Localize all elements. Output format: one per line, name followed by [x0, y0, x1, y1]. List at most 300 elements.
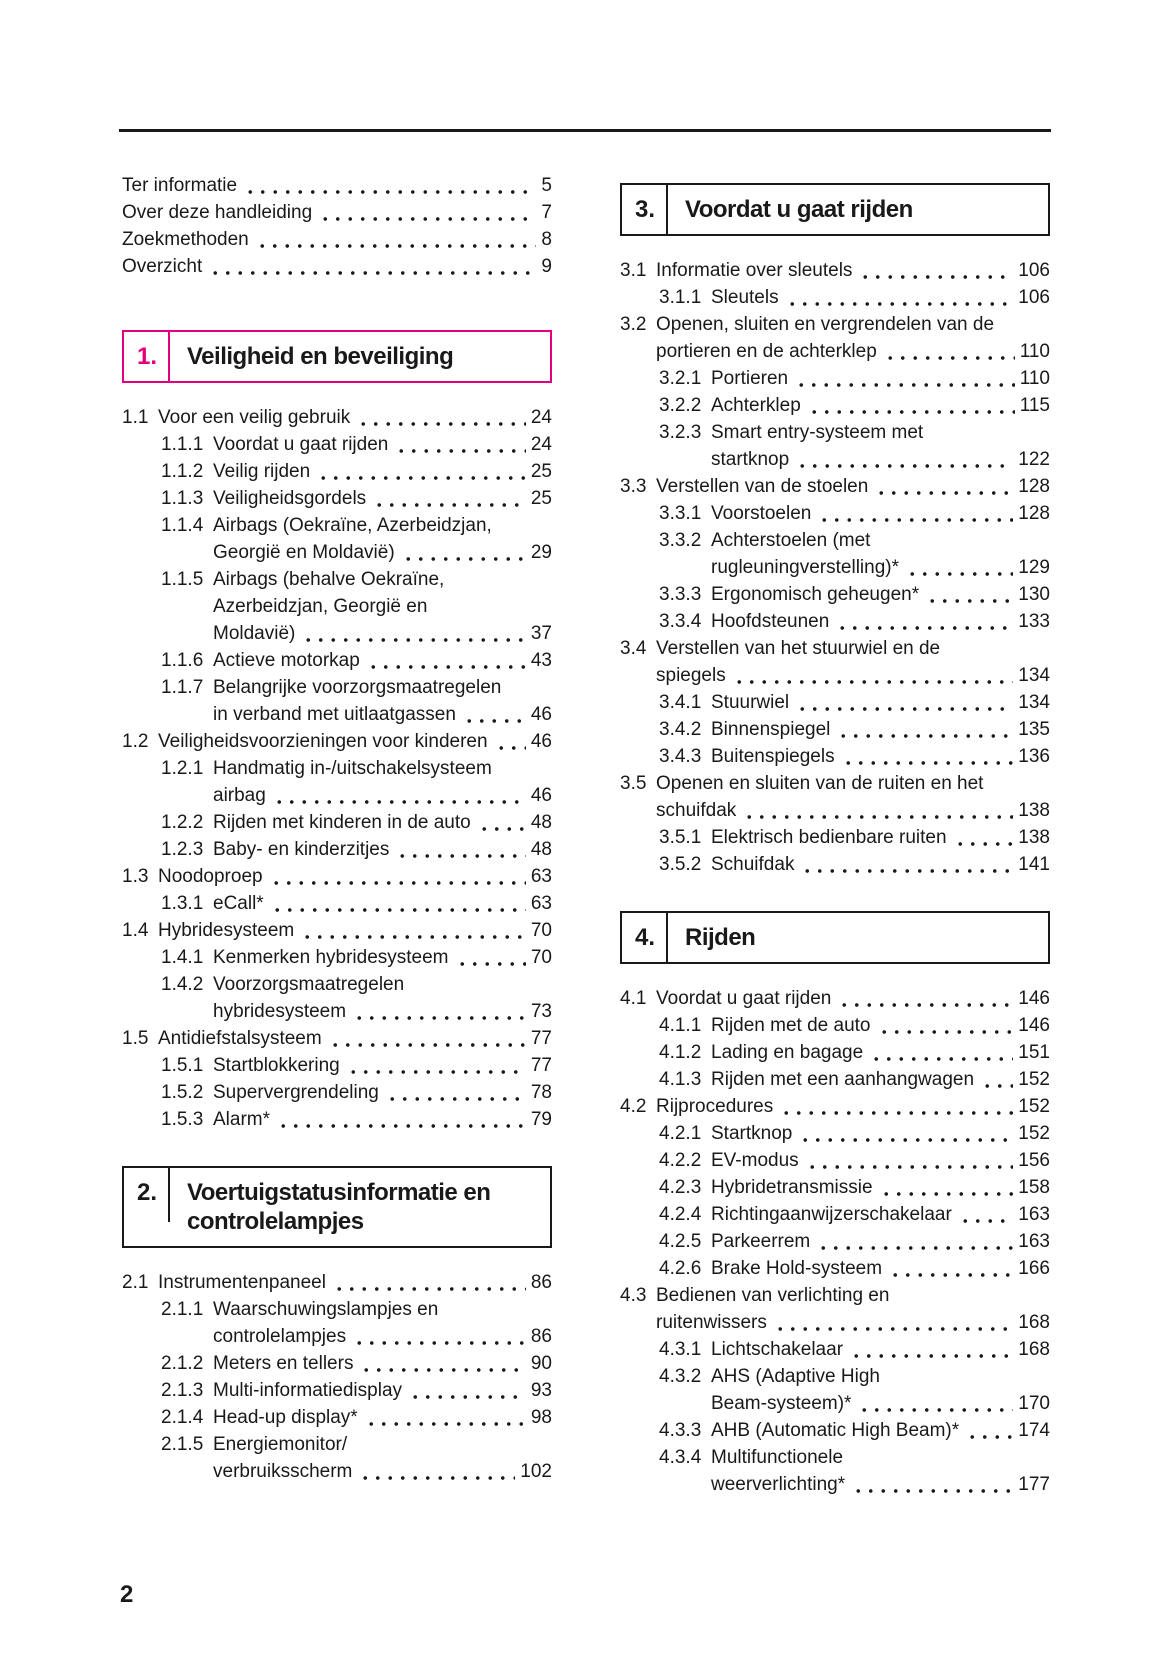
toc-entry-label: Alarm*: [213, 1109, 271, 1130]
toc-entry-label: Instrumentenpaneel: [158, 1272, 326, 1293]
toc-leader-dots: [386, 1079, 526, 1106]
toc-entry-line: [122, 458, 552, 485]
toc-entry-page: 7: [541, 202, 552, 223]
toc-entry-page: 70: [530, 920, 552, 941]
toc-leader-dots: [878, 1012, 1014, 1039]
toc-entry-number: 1.5.2: [161, 1082, 204, 1103]
toc-entry-number: 1.2.2: [161, 812, 204, 833]
toc-leader-dots: [966, 1417, 1013, 1444]
toc-entry-line: [122, 1269, 552, 1296]
toc-entry: [122, 1052, 552, 1079]
toc-entry-label: Richtingaanwijzerschakelaar: [711, 1204, 952, 1225]
toc-leader-dots: [859, 257, 1013, 284]
toc-entry: [122, 226, 552, 253]
toc-entry-page: 5: [541, 175, 552, 196]
toc-entry-label: Over deze handleiding: [122, 202, 313, 223]
toc-leader-dots: [402, 539, 526, 566]
toc-entry-label: Handmatig in-/uitschakelsysteem: [213, 758, 492, 779]
toc-entry-number: 2.1.4: [161, 1407, 204, 1428]
toc-entry-label: rugleuningverstelling)*: [711, 557, 899, 578]
toc-entry: [620, 1417, 1050, 1444]
chapter-box: [122, 1166, 552, 1248]
toc-leader-dots: [463, 701, 526, 728]
toc-leader-dots: [836, 608, 1013, 635]
toc-entry-number: 1.1: [122, 407, 149, 428]
chapter-entry-list: [620, 985, 1050, 1498]
toc-entry-page: 166: [1018, 1258, 1050, 1279]
toc-entry-line: [122, 199, 552, 226]
toc-entry-line: [122, 620, 552, 647]
toc-entry-label: Multifunctionele: [711, 1447, 844, 1468]
toc-entry: [122, 755, 552, 809]
toc-entry-line: [620, 985, 1050, 1012]
toc-leader-dots: [357, 404, 526, 431]
toc-entry-label: Supervergrendeling: [213, 1082, 379, 1103]
toc-entry-page: 128: [1018, 503, 1050, 524]
toc-leader-dots: [478, 809, 526, 836]
toc-entry-line: [122, 1377, 552, 1404]
toc-entry-number: 3.3.4: [659, 611, 702, 632]
toc-entry-label: Voorstoelen: [711, 503, 812, 524]
toc-leader-dots: [780, 1093, 1013, 1120]
toc-entry-label: Airbags (Oekraïne, Azerbeidzjan,: [213, 515, 492, 536]
toc-entry: [620, 608, 1050, 635]
toc-entry: [620, 581, 1050, 608]
toc-entry: [122, 917, 552, 944]
toc-leader-dots: [209, 253, 536, 280]
toc-entry-page: 141: [1018, 854, 1050, 875]
toc-entry-line: [122, 485, 552, 512]
toc-leader-dots: [850, 1336, 1013, 1363]
toc-entry-page: 63: [530, 866, 552, 887]
toc-entry-label: Zoekmethoden: [122, 229, 249, 250]
toc-entry-page: 122: [1018, 449, 1050, 470]
toc-entry-page: 129: [1018, 557, 1050, 578]
toc-entry-line: [122, 782, 552, 809]
toc-entry: [122, 1350, 552, 1377]
toc-entry-page: 152: [1018, 1123, 1050, 1144]
toc-entry-line: [620, 824, 1050, 851]
toc-leader-dots: [367, 647, 526, 674]
toc-entry-page: 77: [530, 1055, 552, 1076]
toc-entry-label: EV-modus: [711, 1150, 799, 1171]
toc-entry-number: 4.3.3: [659, 1420, 702, 1441]
toc-entry-line: [122, 1296, 552, 1323]
toc-entry-number: 3.1: [620, 260, 647, 281]
toc-entry-label: Rijprocedures: [656, 1096, 774, 1117]
toc-entry-label: in verband met uitlaatgassen: [213, 704, 456, 725]
toc-leader-dots: [396, 836, 525, 863]
toc-entry-page: 90: [530, 1353, 552, 1374]
toc-leader-dots: [456, 944, 526, 971]
toc-leader-dots: [353, 998, 526, 1025]
toc-entry-label: Bedienen van verlichting en: [656, 1285, 890, 1306]
toc-leader-dots: [858, 1390, 1013, 1417]
toc-entry-number: 4.1.1: [659, 1015, 702, 1036]
toc-entry-page: 86: [530, 1272, 552, 1293]
toc-leader-dots: [301, 917, 526, 944]
toc-entry-number: 3.3.3: [659, 584, 702, 605]
toc-entry-label: Lading en bagage: [711, 1042, 864, 1063]
toc-entry-number: 1.5: [122, 1028, 149, 1049]
toc-entry: [620, 716, 1050, 743]
toc-entry-label: eCall*: [213, 893, 264, 914]
toc-right-column: [620, 183, 1050, 1498]
toc-entry-label: Rijden met een aanhangwagen: [711, 1069, 975, 1090]
toc-entry: [620, 473, 1050, 500]
toc-entry-page: 24: [530, 434, 552, 455]
toc-entry-label: Schuifdak: [711, 854, 795, 875]
toc-entry-label: Verstellen van de stoelen: [656, 476, 869, 497]
toc-entry-page: 77: [530, 1028, 552, 1049]
toc-entry-line: [620, 527, 1050, 554]
toc-entry-label: Moldavië): [213, 623, 296, 644]
toc-leader-dots: [409, 1377, 526, 1404]
toc-entry-label: portieren en de achterklep: [656, 341, 877, 362]
toc-entry-label: Actieve motorkap: [213, 650, 360, 671]
toc-entry-number: 2.1: [122, 1272, 149, 1293]
toc-entry-page: 138: [1018, 800, 1050, 821]
toc-entry-number: 3.4.2: [659, 719, 702, 740]
toc-entry-line: [620, 1471, 1050, 1498]
toc-entry: [122, 1269, 552, 1296]
toc-entry: [122, 458, 552, 485]
toc-leader-dots: [271, 890, 526, 917]
toc-entry-page: 168: [1018, 1312, 1050, 1333]
toc-entry-line: [122, 253, 552, 280]
chapter-title: [170, 332, 461, 381]
toc-entry-number: 1.2.1: [161, 758, 204, 779]
toc-leader-dots: [838, 985, 1013, 1012]
toc-entry-label: Overzicht: [122, 256, 203, 277]
chapter-number: 1.: [124, 332, 170, 381]
toc-entry: [620, 1147, 1050, 1174]
chapter-box: [620, 911, 1050, 964]
toc-entry-label: AHB (Automatic High Beam)*: [711, 1420, 960, 1441]
chapter-number: 4.: [622, 913, 668, 962]
toc-entry-page: 174: [1018, 1420, 1050, 1441]
toc-leader-dots: [889, 1255, 1013, 1282]
toc-entry-number: 4.1: [620, 988, 647, 1009]
toc-entry-page: 106: [1018, 287, 1050, 308]
toc-entry-line: [122, 593, 552, 620]
toc-entry-line: [620, 1309, 1050, 1336]
toc-entry: [620, 1201, 1050, 1228]
chapter-title-line: Rijden: [685, 924, 756, 951]
toc-entry: [122, 404, 552, 431]
toc-entry-line: [122, 1458, 552, 1485]
toc-leader-dots: [842, 743, 1014, 770]
toc-entry-label: Head-up display*: [213, 1407, 358, 1428]
toc-entry-number: 3.4: [620, 638, 647, 659]
toc-entry-line: [620, 338, 1050, 365]
toc-entry: [122, 431, 552, 458]
toc-entry-label: Sleutels: [711, 287, 779, 308]
toc-entry: [620, 985, 1050, 1012]
toc-entry: [122, 172, 552, 199]
toc-entry-label: verbruiksscherm: [213, 1461, 353, 1482]
toc-entry-label: Meters en tellers: [213, 1353, 354, 1374]
toc-entry-page: 177: [1018, 1474, 1050, 1495]
toc-entry: [122, 1025, 552, 1052]
toc-entry-number: 4.1.2: [659, 1042, 702, 1063]
toc-entry-line: [620, 1039, 1050, 1066]
toc-entry-line: [620, 284, 1050, 311]
toc-entry-line: [122, 944, 552, 971]
toc-entry-page: 138: [1018, 827, 1050, 848]
toc-entry-line: [620, 1255, 1050, 1282]
toc-entry-label: Voor een veilig gebruik: [158, 407, 351, 428]
toc-entry-number: 3.5.1: [659, 827, 702, 848]
toc-entry: [620, 689, 1050, 716]
toc-entry-line: [122, 512, 552, 539]
toc-entry: [122, 971, 552, 1025]
toc-entry-number: 1.4: [122, 920, 149, 941]
toc-entry-page: 170: [1018, 1393, 1050, 1414]
toc-entry-label: weerverlichting*: [711, 1474, 846, 1495]
toc-entry-label: Openen en sluiten van de ruiten en het: [656, 773, 984, 794]
toc-leader-dots: [495, 728, 526, 755]
toc-entry-label: Binnenspiegel: [711, 719, 831, 740]
toc-entry-number: 2.1.1: [161, 1299, 204, 1320]
toc-entry-line: [620, 554, 1050, 581]
toc-entry-line: [122, 836, 552, 863]
toc-entry-page: 163: [1018, 1231, 1050, 1252]
toc-entry-page: 134: [1018, 692, 1050, 713]
toc-entry-page: 46: [530, 704, 552, 725]
toc-entry-line: [122, 1025, 552, 1052]
toc-entry-line: [620, 392, 1050, 419]
toc-entry-page: 115: [1019, 395, 1050, 416]
toc-entry-line: [620, 1066, 1050, 1093]
toc-entry-page: 46: [530, 731, 552, 752]
toc-entry-label: Energiemonitor/: [213, 1434, 348, 1455]
toc-entry-label: Brake Hold-systeem: [711, 1258, 883, 1279]
toc-entry: [620, 1363, 1050, 1417]
toc-entry-line: [620, 1444, 1050, 1471]
toc-entry-line: [620, 473, 1050, 500]
toc-entry-line: [620, 500, 1050, 527]
chapter-title: [668, 913, 763, 962]
toc-entry-line: [122, 539, 552, 566]
toc-leader-dots: [273, 782, 526, 809]
toc-entry-number: 4.3: [620, 1285, 647, 1306]
toc-leader-dots: [801, 851, 1013, 878]
toc-entry-number: 4.2.6: [659, 1258, 702, 1279]
toc-entry-label: Startknop: [711, 1123, 793, 1144]
toc-entry-page: 24: [530, 407, 552, 428]
toc-entry-label: Ergonomisch geheugen*: [711, 584, 920, 605]
toc-leader-dots: [926, 581, 1013, 608]
toc-entry-page: 136: [1018, 746, 1050, 767]
toc-entry-number: 3.4.3: [659, 746, 702, 767]
toc-entry-page: 93: [530, 1380, 552, 1401]
toc-leader-dots: [359, 1458, 515, 1485]
toc-entry-number: 3.2.1: [659, 368, 702, 389]
toc-leader-dots: [329, 1025, 526, 1052]
toc-entry-line: [122, 674, 552, 701]
toc-entry-line: [122, 647, 552, 674]
toc-entry-label: Portieren: [711, 368, 789, 389]
chapter-title: [170, 1168, 498, 1246]
toc-entry-label: Parkeerrem: [711, 1231, 811, 1252]
toc-entry-page: 37: [530, 623, 552, 644]
toc-entry-label: Georgië en Moldavië): [213, 542, 395, 563]
toc-entry-number: 1.5.1: [161, 1055, 204, 1076]
toc-entry-line: [620, 716, 1050, 743]
toc-entry-number: 4.1.3: [659, 1069, 702, 1090]
toc-leader-dots: [256, 226, 537, 253]
toc-entry-page: 98: [530, 1407, 552, 1428]
toc-entry-line: [122, 809, 552, 836]
toc-leader-dots: [743, 797, 1013, 824]
toc-entry-line: [620, 635, 1050, 662]
toc-entry-page: 151: [1018, 1042, 1050, 1063]
toc-leader-dots: [319, 199, 536, 226]
toc-entry-number: 3.5.2: [659, 854, 702, 875]
chapter-title-line: Voertuigstatusinformatie en: [187, 1179, 491, 1206]
toc-entry: [620, 1255, 1050, 1282]
toc-entry-label: schuifdak: [656, 800, 737, 821]
toc-entry-label: startknop: [711, 449, 790, 470]
toc-entry-number: 4.2.2: [659, 1150, 702, 1171]
toc-entry-line: [122, 1323, 552, 1350]
toc-entry-label: Smart entry-systeem met: [711, 422, 924, 443]
toc-entry-page: 9: [541, 256, 552, 277]
toc-entry-label: Achterklep: [711, 395, 801, 416]
toc-entry-label: Kenmerken hybridesysteem: [213, 947, 449, 968]
toc-entry-label: Verstellen van het stuurwiel en de: [656, 638, 941, 659]
toc-entry-label: Buitenspiegels: [711, 746, 835, 767]
toc-leader-dots: [796, 446, 1013, 473]
toc-leader-dots: [360, 1350, 525, 1377]
toc-entry-line: [620, 581, 1050, 608]
toc-entry-label: controlelampjes: [213, 1326, 347, 1347]
toc-entry-label: Ter informatie: [122, 175, 238, 196]
toc-entry-label: Elektrisch bedienbare ruiten: [711, 827, 947, 848]
toc-entry-line: [620, 1282, 1050, 1309]
toc-entry-number: 3.1.1: [659, 287, 702, 308]
toc-entry: [620, 284, 1050, 311]
toc-entry: [122, 1079, 552, 1106]
chapter-entry-list: [122, 1269, 552, 1485]
toc-entry-line: [122, 1106, 552, 1133]
toc-leader-dots: [906, 554, 1013, 581]
toc-entry: [620, 770, 1050, 824]
toc-entry: [620, 1120, 1050, 1147]
toc-entry-label: AHS (Adaptive High: [711, 1366, 880, 1387]
toc-entry: [620, 365, 1050, 392]
toc-entry-number: 3.3.2: [659, 530, 702, 551]
toc-entry-label: ruitenwissers: [656, 1312, 767, 1333]
toc-entry-number: 1.1.2: [161, 461, 204, 482]
toc-entry: [122, 485, 552, 512]
toc-entry-line: [122, 701, 552, 728]
toc-entry-page: 25: [530, 488, 552, 509]
toc-entry-line: [620, 662, 1050, 689]
toc-entry-label: Openen, sluiten en vergrendelen van de: [656, 314, 995, 335]
toc-entry-label: Multi-informatiedisplay: [213, 1380, 403, 1401]
toc-entry: [620, 392, 1050, 419]
toc-entry-label: airbag: [213, 785, 266, 806]
toc-entry-line: [620, 419, 1050, 446]
toc-entry-line: [122, 1431, 552, 1458]
toc-entry: [122, 1377, 552, 1404]
toc-entry-line: [620, 1174, 1050, 1201]
toc-entry-line: [122, 1079, 552, 1106]
toc-entry: [620, 824, 1050, 851]
toc-entry: [122, 1431, 552, 1485]
toc-entry-line: [620, 257, 1050, 284]
toc-entry-line: [620, 446, 1050, 473]
toc-leader-dots: [799, 1120, 1013, 1147]
toc-entry-label: Hybridetransmissie: [711, 1177, 873, 1198]
toc-entry-label: Voordat u gaat rijden: [213, 434, 389, 455]
toc-entry-line: [122, 917, 552, 944]
toc-entry-number: 1.3: [122, 866, 149, 887]
toc-entry-label: Hybridesysteem: [158, 920, 295, 941]
toc-entry-line: [620, 797, 1050, 824]
toc-leader-dots: [277, 1106, 526, 1133]
toc-leader-dots: [837, 716, 1013, 743]
toc-entry-page: 86: [530, 1326, 552, 1347]
toc-entry-line: [620, 1201, 1050, 1228]
toc-entry-label: Beam-systeem)*: [711, 1393, 852, 1414]
chapter-entry-list: [620, 257, 1050, 878]
toc-leader-dots: [347, 1052, 526, 1079]
toc-entry: [122, 674, 552, 728]
toc-leader-dots: [353, 1323, 526, 1350]
frontmatter-list: [122, 172, 552, 280]
toc-entry-number: 1.1.5: [161, 569, 204, 590]
toc-entry-page: 156: [1018, 1150, 1050, 1171]
toc-entry: [620, 500, 1050, 527]
toc-leader-dots: [733, 662, 1014, 689]
toc-entry-page: 79: [530, 1109, 552, 1130]
toc-entry-line: [620, 1390, 1050, 1417]
toc-entry-number: 4.3.2: [659, 1366, 702, 1387]
toc-entry-page: 163: [1018, 1204, 1050, 1225]
toc-entry-line: [122, 226, 552, 253]
toc-entry: [620, 419, 1050, 473]
chapter-box: [620, 183, 1050, 236]
toc-leader-dots: [270, 863, 526, 890]
toc-leader-dots: [806, 1147, 1014, 1174]
toc-entry-page: 70: [530, 947, 552, 968]
toc-entry-label: Lichtschakelaar: [711, 1339, 844, 1360]
toc-entry-label: Achterstoelen (met: [711, 530, 871, 551]
toc-entry-number: 3.5: [620, 773, 647, 794]
toc-entry-line: [620, 743, 1050, 770]
toc-entry-label: Rijden met de auto: [711, 1015, 871, 1036]
toc-entry: [620, 1444, 1050, 1498]
toc-entry-label: Startblokkering: [213, 1055, 340, 1076]
toc-entry-line: [620, 1417, 1050, 1444]
toc-leader-dots: [959, 1201, 1014, 1228]
toc-entry: [620, 1336, 1050, 1363]
toc-entry-page: 134: [1018, 665, 1050, 686]
toc-entry-line: [620, 365, 1050, 392]
toc-entry-page: 48: [530, 839, 552, 860]
toc-entry-line: [122, 404, 552, 431]
toc-entry-label: Antidiefstalsysteem: [158, 1028, 322, 1049]
toc-entry-line: [122, 1404, 552, 1431]
toc-entry-page: 128: [1018, 476, 1050, 497]
toc-entry-number: 4.3.4: [659, 1447, 702, 1468]
toc-entry-line: [122, 431, 552, 458]
toc-leader-dots: [302, 620, 525, 647]
toc-entry: [122, 647, 552, 674]
